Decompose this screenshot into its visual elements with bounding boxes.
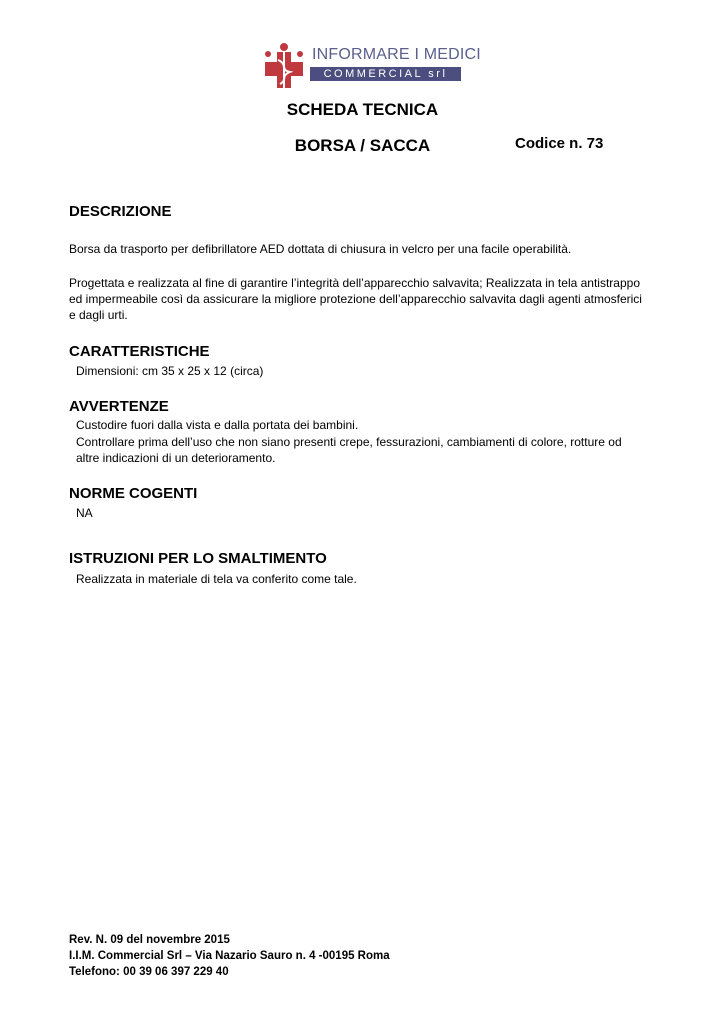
product-code: Codice n. 73 [515,135,604,152]
heading-descrizione: DESCRIZIONE [69,203,172,220]
smaltimento-text: Realizzata in materiale di tela va conferito come tale. [76,572,357,586]
caratteristiche-text: Dimensioni: cm 35 x 25 x 12 (circa) [76,364,264,378]
avvertenze-line-2: Controllare prima dell’uso che non siano presenti crepe, fessurazioni, cambiamenti di colore, rotture od altre indicazioni di un deterioramento. [76,435,622,465]
footer [69,932,390,980]
norme-text: NA [76,506,93,520]
logo-subtitle-bar: COMMERCIAL srl [310,67,461,81]
heading-avvertenze: AVVERTENZE [69,398,169,415]
caduceus-cross-icon [262,42,306,90]
heading-caratteristiche: CARATTERISTICHE [69,343,210,360]
footer-address: I.I.M. Commercial Srl – Via Nazario Sauro n. 4 -00195 Roma [69,950,390,962]
avvertenze-line-1: Custodire fuori dalla vista e dalla portata dei bambini. [76,418,359,432]
document-title: SCHEDA TECNICA [286,100,439,119]
descrizione-paragraph-2: Progettata e realizzata al fine di garantire l’integrità dell’apparecchio salvavita; Realizzata in tela antistrappo ed impermeabile così da assicurare la migliore protezione dell’apparecchio salvavita dagli agenti atmosferici e dagli urti. [69,276,642,322]
footer-phone: Telefono: 00 39 06 397 229 40 [69,966,229,978]
company-logo [262,42,481,90]
heading-norme-cogenti: NORME COGENTI [69,485,198,502]
product-title: BORSA / SACCA [294,136,431,155]
descrizione-paragraph-1: Borsa da trasporto per defibrillatore AED dottata di chiusura in velcro per una facile operabilità. [69,242,572,256]
heading-smaltimento: ISTRUZIONI PER LO SMALTIMENTO [69,550,327,567]
logo-text: INFORMARE I MEDICI [312,46,481,63]
footer-revision: Rev. N. 09 del novembre 2015 [69,934,230,946]
